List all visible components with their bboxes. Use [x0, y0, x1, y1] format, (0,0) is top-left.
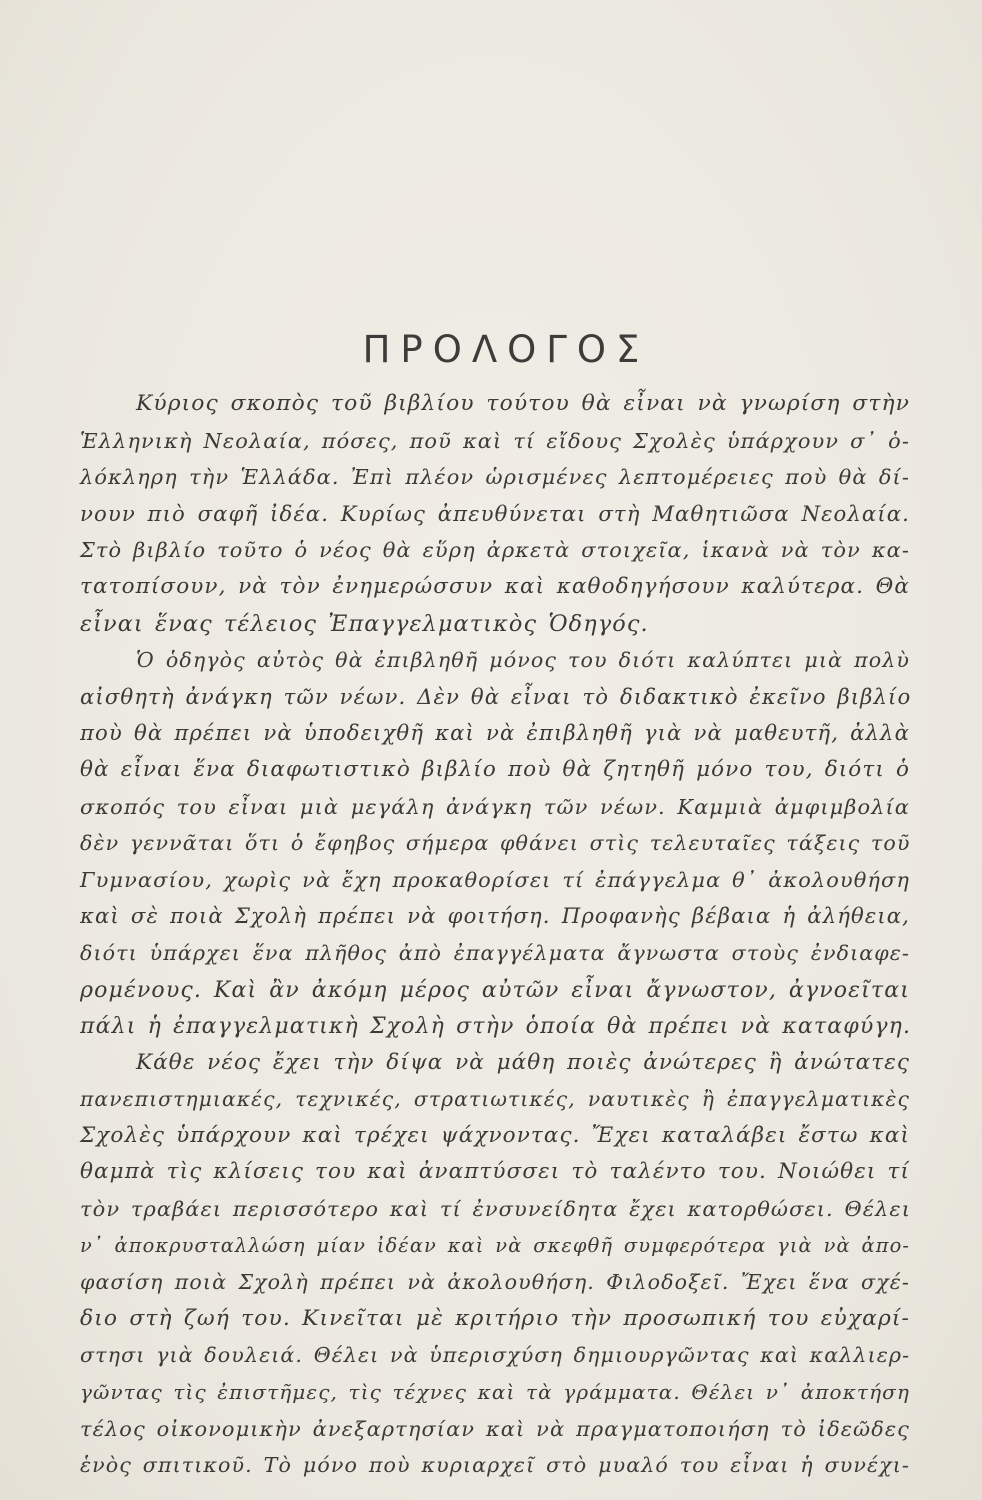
text-line: διότι ὑπάρχει ἕνα πλῆθος ἀπὸ ἐπαγγέλματα ἄγνωστα στοὺς ἐνδιαφε-	[80, 940, 910, 965]
text-line: καὶ σὲ ποιὰ Σχολὴ πρέπει νὰ φοιτήση. Προφανὴς βέβαια ἡ ἀλήθεια,	[80, 903, 910, 929]
text-line: γῶντας τὶς ἐπιστῆμες, τὶς τέχνες καὶ τὰ γράμματα. Θέλει ν᾽ ἀποκτήση	[80, 1380, 910, 1405]
text-line: Στὸ βιβλίο τοῦτο ὁ νέος θὰ εὕρη ἀρκετὰ στοιχεῖα, ἱκανὰ νὰ τὸν κα-	[80, 538, 910, 563]
text-line: φασίση ποιὰ Σχολὴ πρέπει νὰ ἀκολουθήση. Φιλοδοξεῖ. Ἔχει ἕνα σχέ-	[80, 1270, 910, 1295]
text-line: Ἑλληνικὴ Νεολαία, πόσες, ποῦ καὶ τί εἴδους Σχολὲς ὑπάρχουν σ᾽ ὁ-	[80, 428, 910, 453]
text-line: τατοπίσουν, νὰ τὸν ἐνημερώσσυν καὶ καθοδηγήσουν καλύτερα. Θὰ	[80, 573, 910, 599]
text-line: Σχολὲς ὑπάρχουν καὶ τρέχει ψάχνοντας. Ἔχει καταλάβει ἔστω καὶ	[80, 1122, 910, 1148]
text-line: αἰσθητὴ ἀνάγκη τῶν νέων. Δὲν θὰ εἶναι τὸ διδακτικὸ ἐκεῖνο βιβλίο	[80, 683, 912, 709]
text-line: ρομένους. Καὶ ἂν ἀκόμη μέρος αὐτῶν εἶναι ἄγνωστον, ἀγνοεῖται	[80, 976, 910, 1003]
text-line: σκοπός του εἶναι μιὰ μεγάλη ἀνάγκη τῶν νέων. Καμμιὰ ἀμφιμβολία	[80, 794, 910, 819]
text-line: Κύριος σκοπὸς τοῦ βιβλίου τούτου θὰ εἶναι νὰ γνωρίση στὴν	[136, 391, 910, 416]
text-line: πανεπιστημιακές, τεχνικές, στρατιωτικές, ναυτικὲς ἢ ἐπαγγελματικὲς	[80, 1087, 910, 1112]
text-line: Ὁ ὁδηγὸς αὐτὸς θὰ ἐπιβληθῆ μόνος του διότι καλύπτει μιὰ πολὺ	[136, 648, 910, 673]
text-line: εἶναι ἕνας τέλειος Ἐπαγγελματικὸς Ὁδηγός.	[80, 610, 649, 637]
page-title: ΠΡΟΛΟΓΟΣ	[362, 328, 650, 371]
prologue-text	[80, 386, 910, 1484]
text-line: στησι γιὰ δουλειά. Θέλει νὰ ὑπερισχύση δημιουργῶντας καὶ καλλιερ-	[80, 1343, 911, 1368]
text-line: ποὺ θὰ πρέπει νὰ ὑποδειχθῆ καὶ νὰ ἐπιβληθῆ γιὰ νὰ μαθευτῆ, ἀλλὰ	[80, 720, 910, 746]
text-line: τὸν τραβάει περισσότερο καὶ τί ἐνσυνείδητα ἔχει κατορθώσει. Θέλει	[80, 1197, 911, 1222]
text-line: Κάθε νέος ἔχει τὴν δίψα νὰ μάθη ποιὲς ἀνώτερες ἢ ἀνώτατες	[136, 1049, 910, 1075]
text-line: διο στὴ ζωή του. Κινεῖται μὲ κριτήριο τὴν προσωπική του εὐχαρί-	[80, 1305, 910, 1331]
text-line: θὰ εἶναι ἕνα διαφωτιστικὸ βιβλίο ποὺ θὰ ζητηθῆ μόνο του, διότι ὁ	[80, 756, 910, 782]
text-line: θαμπὰ τὶς κλίσεις του καὶ ἀναπτύσσει τὸ ταλέντο του. Νοιώθει τί	[80, 1159, 910, 1185]
text-line: Γυμνασίου, χωρὶς νὰ ἔχη προκαθορίσει τί ἐπάγγελμα θ᾽ ἀκολουθήση	[80, 867, 910, 892]
text-line: νουν πιὸ σαφῆ ἰδέα. Κυρίως ἀπευθύνεται στὴ Μαθητιῶσα Νεολαία.	[80, 500, 910, 526]
text-line: ν᾽ ἀποκρυσταλλώση μίαν ἰδέαν καὶ νὰ σκεφθῆ συμφερότερα γιὰ νὰ ἀπο-	[80, 1233, 910, 1257]
text-line: τέλος οἰκονομικὴν ἀνεξαρτησίαν καὶ νὰ πραγματοποιήση τὸ ἰδεῶδες	[80, 1416, 910, 1441]
text-line: λόκληρη τὴν Ἑλλάδα. Ἐπὶ πλέον ὡρισμένες λεπτομέρειες ποὺ θὰ δί-	[80, 465, 910, 490]
text-line: δὲν γεννᾶται ὅτι ὁ ἔφηβος σήμερα φθάνει στὶς τελευταῖες τάξεις τοῦ	[80, 831, 911, 856]
text-line: ἑνὸς σπιτικοῦ. Τὸ μόνο ποὺ κυριαρχεῖ στὸ μυαλό του εἶναι ἡ συνέχι-	[80, 1453, 910, 1478]
text-line: πάλι ἡ ἐπαγγελματικὴ Σχολὴ στὴν ὁποία θὰ πρέπει νὰ καταφύγη.	[80, 1013, 912, 1040]
